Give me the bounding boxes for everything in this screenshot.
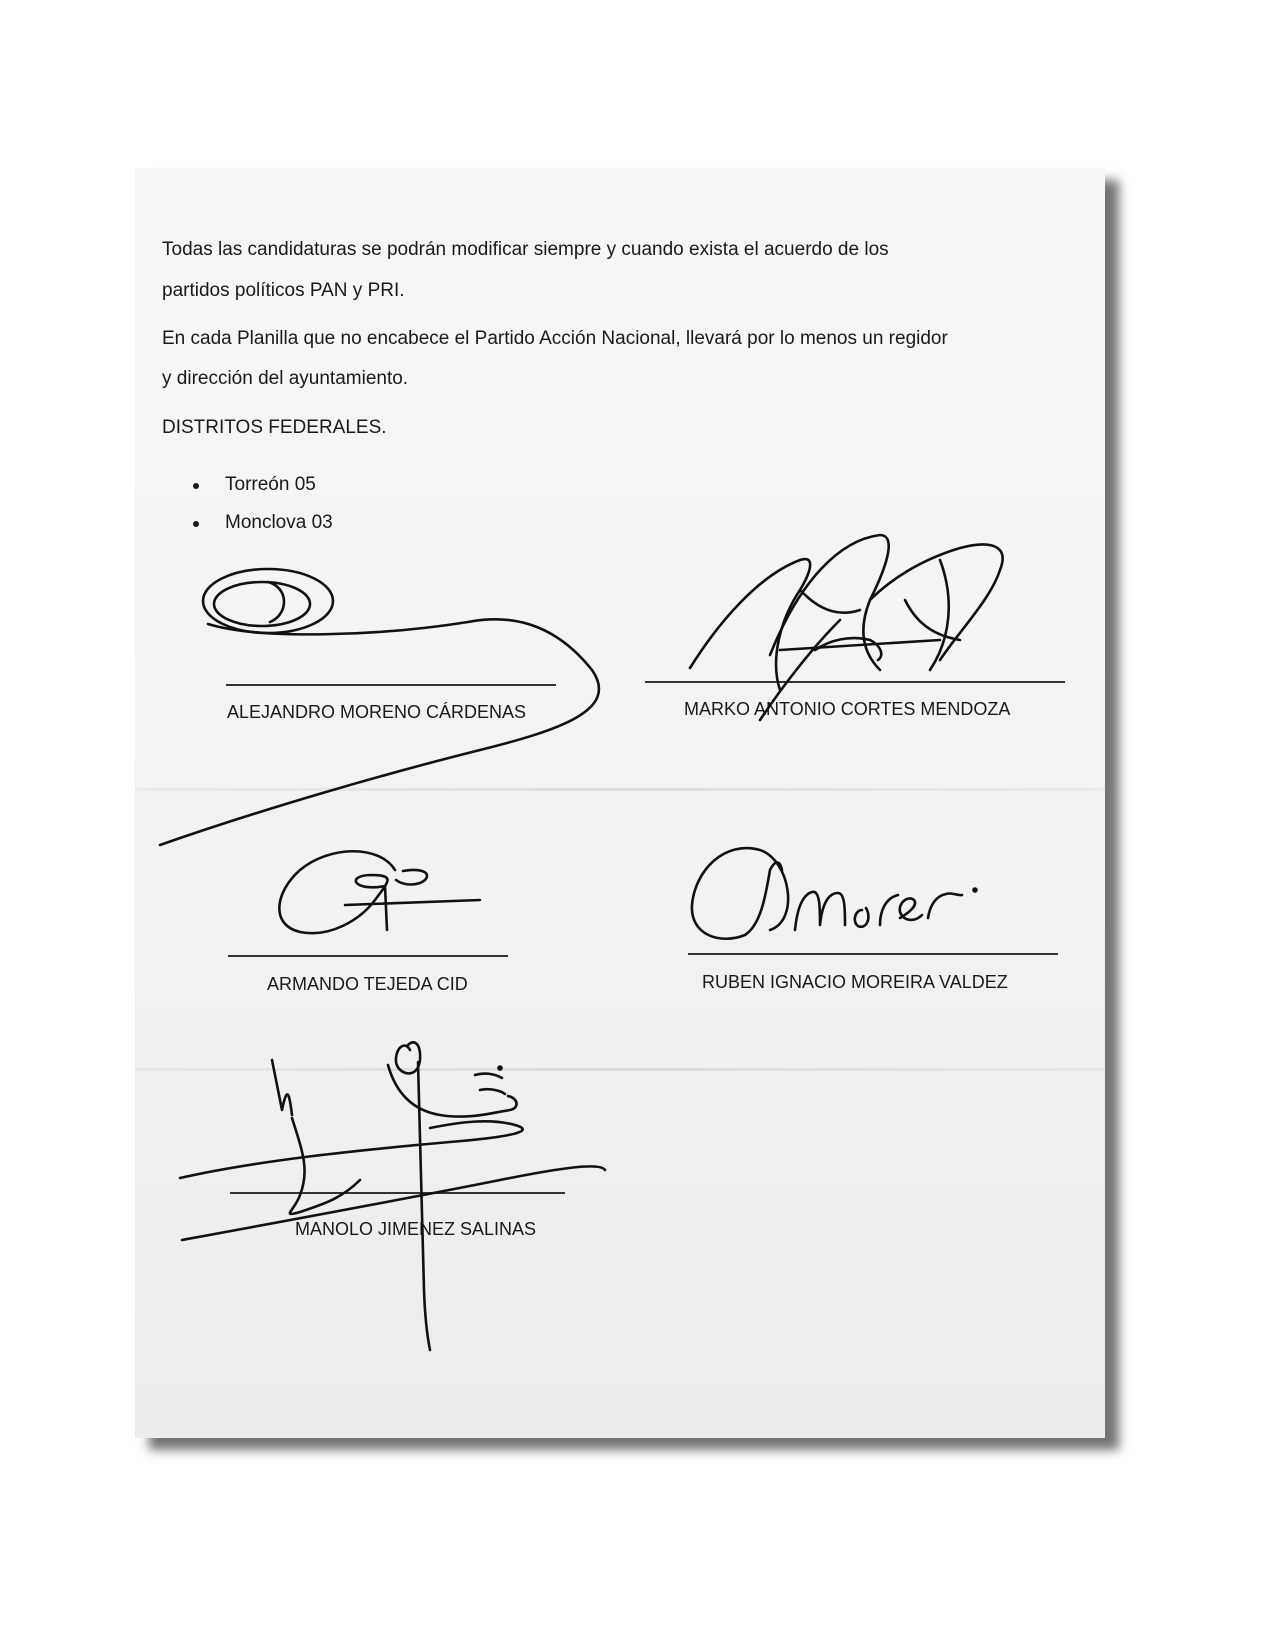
signature-line [645,681,1065,683]
paper-fold [135,1068,1105,1071]
paragraph-2-line-1: En cada Planilla que no encabece el Partido Acción Nacional, llevará por lo menos un regidor [162,328,948,349]
signature-line [228,955,508,957]
paragraph-1-line-1: Todas las candidaturas se podrán modificar siempre y cuando exista el acuerdo de los [162,239,889,260]
signatory-name: MANOLO JIMENEZ SALINAS [295,1219,537,1239]
paper-fold [135,788,1105,791]
district-name: Torreón 05 [225,474,316,495]
signature-line [226,684,556,686]
section-heading: DISTRITOS FEDERALES. [162,417,387,438]
district-name: Monclova 03 [225,512,333,533]
signature-line [688,953,1058,955]
document-sheet [135,168,1105,1438]
signature-line [230,1192,565,1194]
signatory-name: MARKO ANTONIO CORTES MENDOZA [684,699,1011,719]
bullet-icon [193,521,199,527]
signatory-name: RUBEN IGNACIO MOREIRA VALDEZ [702,972,1008,992]
signatory-name: ALEJANDRO MORENO CÁRDENAS [227,702,527,722]
bullet-icon [193,483,199,489]
signatory-name: ARMANDO TEJEDA CID [267,974,468,994]
paragraph-2-line-2: y dirección del ayuntamiento. [162,368,409,389]
paragraph-1-line-2: partidos políticos PAN y PRI. [162,280,405,301]
